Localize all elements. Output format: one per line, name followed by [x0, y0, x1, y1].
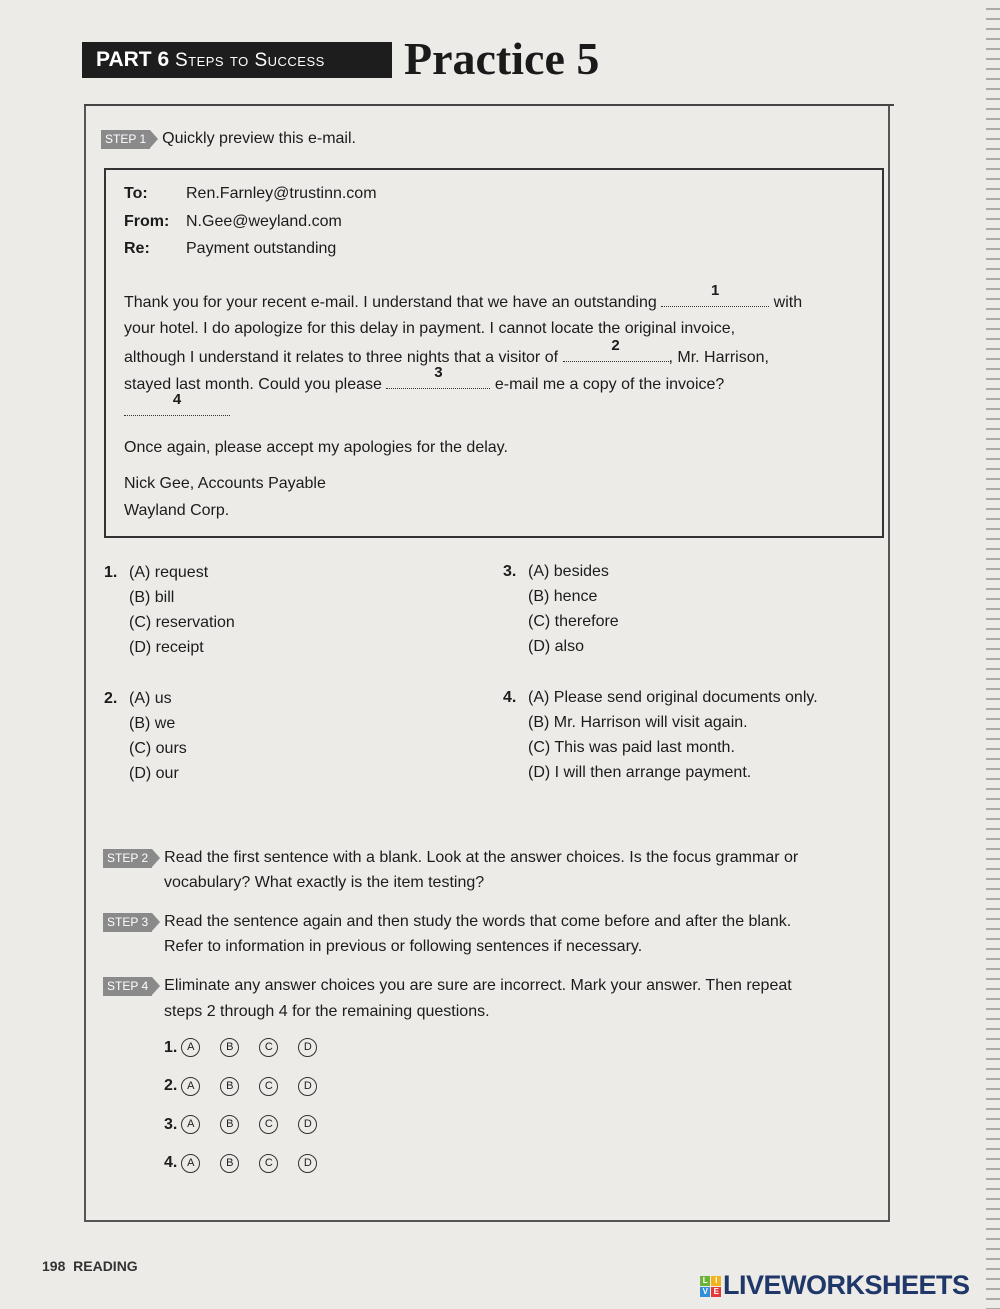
answer-option: (D) our — [129, 765, 179, 782]
email-signature-company: Wayland Corp. — [124, 502, 230, 519]
text: , Mr. Harrison, — [668, 349, 769, 366]
answer-bubble-a[interactable]: A — [181, 1038, 200, 1057]
page-footer — [42, 1258, 138, 1274]
spiral-binding-edge — [986, 0, 1000, 1309]
question-number: 1. — [104, 564, 118, 581]
answer-bubble-d[interactable]: D — [298, 1077, 317, 1096]
answer-row — [164, 1038, 337, 1057]
answer-row — [164, 1115, 337, 1134]
answer-option: (B) Mr. Harrison will visit again. — [528, 714, 748, 731]
step2-text: Read the first sentence with a blank. Look at the answer choices. Is the focus grammar or — [164, 849, 799, 866]
badge-i: I — [711, 1276, 721, 1286]
answer-bubble-a[interactable]: A — [181, 1154, 200, 1173]
question-number: 4. — [503, 689, 517, 706]
step2 — [103, 849, 798, 868]
part-label: PART 6 — [96, 48, 170, 71]
text: with — [773, 294, 803, 311]
logo-text: LIVEWORKSHEETS — [723, 1270, 970, 1300]
answer-option: (C) reservation — [129, 614, 235, 631]
answer-row — [164, 1154, 337, 1173]
answer-row-number: 1. — [164, 1038, 178, 1056]
answer-option: (D) I will then arrange payment. — [528, 764, 752, 781]
answer-row — [164, 1077, 337, 1096]
re-label: Re: — [124, 240, 150, 257]
answer-bubble-b[interactable]: B — [220, 1077, 239, 1096]
email-signature-name: Nick Gee, Accounts Payable — [124, 475, 326, 492]
blank-number: 4 — [172, 391, 182, 408]
blank-number: 2 — [611, 337, 620, 354]
part-banner — [82, 42, 392, 78]
page-number: 198 — [42, 1258, 66, 1274]
blank-3[interactable] — [386, 364, 490, 389]
step4-badge: STEP 4 — [103, 977, 152, 996]
step3-badge: STEP 3 — [103, 913, 152, 932]
step3-text-2: Refer to information in previous or following sentences if necessary. — [164, 938, 643, 955]
blank-number: 3 — [434, 364, 443, 381]
answer-option: (C) This was paid last month. — [528, 739, 735, 756]
liveworksheets-logo — [700, 1270, 970, 1301]
section-label: Steps to Success — [174, 50, 325, 71]
badge-l: L — [700, 1276, 710, 1286]
answer-bubble-d[interactable]: D — [298, 1154, 317, 1173]
blank-1[interactable] — [661, 282, 769, 307]
step3 — [103, 913, 791, 932]
answer-bubble-c[interactable]: C — [259, 1154, 278, 1173]
question-number: 3. — [503, 563, 517, 580]
email-closing: Once again, please accept my apologies for the delay. — [124, 439, 508, 456]
answer-bubble-c[interactable]: C — [259, 1077, 278, 1096]
text: stayed last month. Could you please — [124, 376, 382, 393]
step1-text: Quickly preview this e-mail. — [162, 130, 356, 147]
text: e-mail me a copy of the invoice? — [494, 376, 725, 393]
step4 — [103, 977, 792, 996]
top-rule — [84, 104, 894, 106]
answer-option: (C) ours — [129, 740, 187, 757]
answer-bubble-d[interactable]: D — [298, 1038, 317, 1057]
answer-option: (B) we — [129, 715, 176, 732]
footer-section: READING — [73, 1258, 138, 1274]
answer-row-number: 3. — [164, 1115, 178, 1133]
answer-bubble-b[interactable]: B — [220, 1154, 239, 1173]
answer-option: (A) Please send original documents only. — [528, 689, 818, 706]
answer-option: (A) request — [129, 564, 209, 581]
to-value: Ren.Farnley@trustinn.com — [186, 185, 377, 202]
answer-bubble-c[interactable]: C — [259, 1038, 278, 1057]
step3-text: Read the sentence again and then study the words that come before and after the blank. — [164, 913, 792, 930]
answer-bubble-a[interactable]: A — [181, 1077, 200, 1096]
page-title: Practice 5 — [404, 33, 600, 84]
email-line-1 — [124, 282, 803, 312]
blank-4[interactable] — [124, 391, 230, 416]
answer-option: (C) therefore — [528, 613, 619, 630]
answer-bubble-d[interactable]: D — [298, 1115, 317, 1134]
text: although I understand it relates to three nights that a visitor of — [124, 349, 559, 366]
step1-badge: STEP 1 — [101, 130, 150, 149]
blank-number: 1 — [711, 282, 720, 299]
badge-e: E — [711, 1287, 721, 1297]
answer-bubble-b[interactable]: B — [220, 1038, 239, 1057]
blank-2[interactable] — [563, 337, 669, 362]
answer-row-number: 4. — [164, 1154, 178, 1172]
text: Thank you for your recent e-mail. I understand that we have an outstanding — [124, 294, 657, 311]
answer-bubble-b[interactable]: B — [220, 1115, 239, 1134]
email-line-2: your hotel. I do apologize for this delay in payment. I cannot locate the original invoice, — [124, 320, 736, 337]
answer-option: (A) besides — [528, 563, 609, 580]
step2-text-2: vocabulary? What exactly is the item testing? — [164, 874, 485, 891]
answer-option: (A) us — [129, 690, 172, 707]
badge-v: V — [700, 1287, 710, 1297]
step4-text: Eliminate any answer choices you are sure are incorrect. Mark your answer. Then repeat — [164, 977, 792, 994]
answer-option: (D) receipt — [129, 639, 204, 656]
question-number: 2. — [104, 690, 118, 707]
answer-bubble-a[interactable]: A — [181, 1115, 200, 1134]
answer-option: (B) hence — [528, 588, 598, 605]
email-line-5 — [124, 391, 230, 421]
re-value: Payment outstanding — [186, 240, 337, 257]
answer-bubble-c[interactable]: C — [259, 1115, 278, 1134]
step1 — [101, 130, 356, 149]
from-label: From: — [124, 213, 170, 230]
answer-option: (B) bill — [129, 589, 175, 606]
live-badge-icon — [700, 1276, 721, 1297]
answer-option: (D) also — [528, 638, 585, 655]
step4-text-2: steps 2 through 4 for the remaining questions. — [164, 1003, 490, 1020]
to-label: To: — [124, 185, 148, 202]
from-value: N.Gee@weyland.com — [186, 213, 342, 230]
answer-row-number: 2. — [164, 1077, 178, 1095]
step2-badge: STEP 2 — [103, 849, 152, 868]
